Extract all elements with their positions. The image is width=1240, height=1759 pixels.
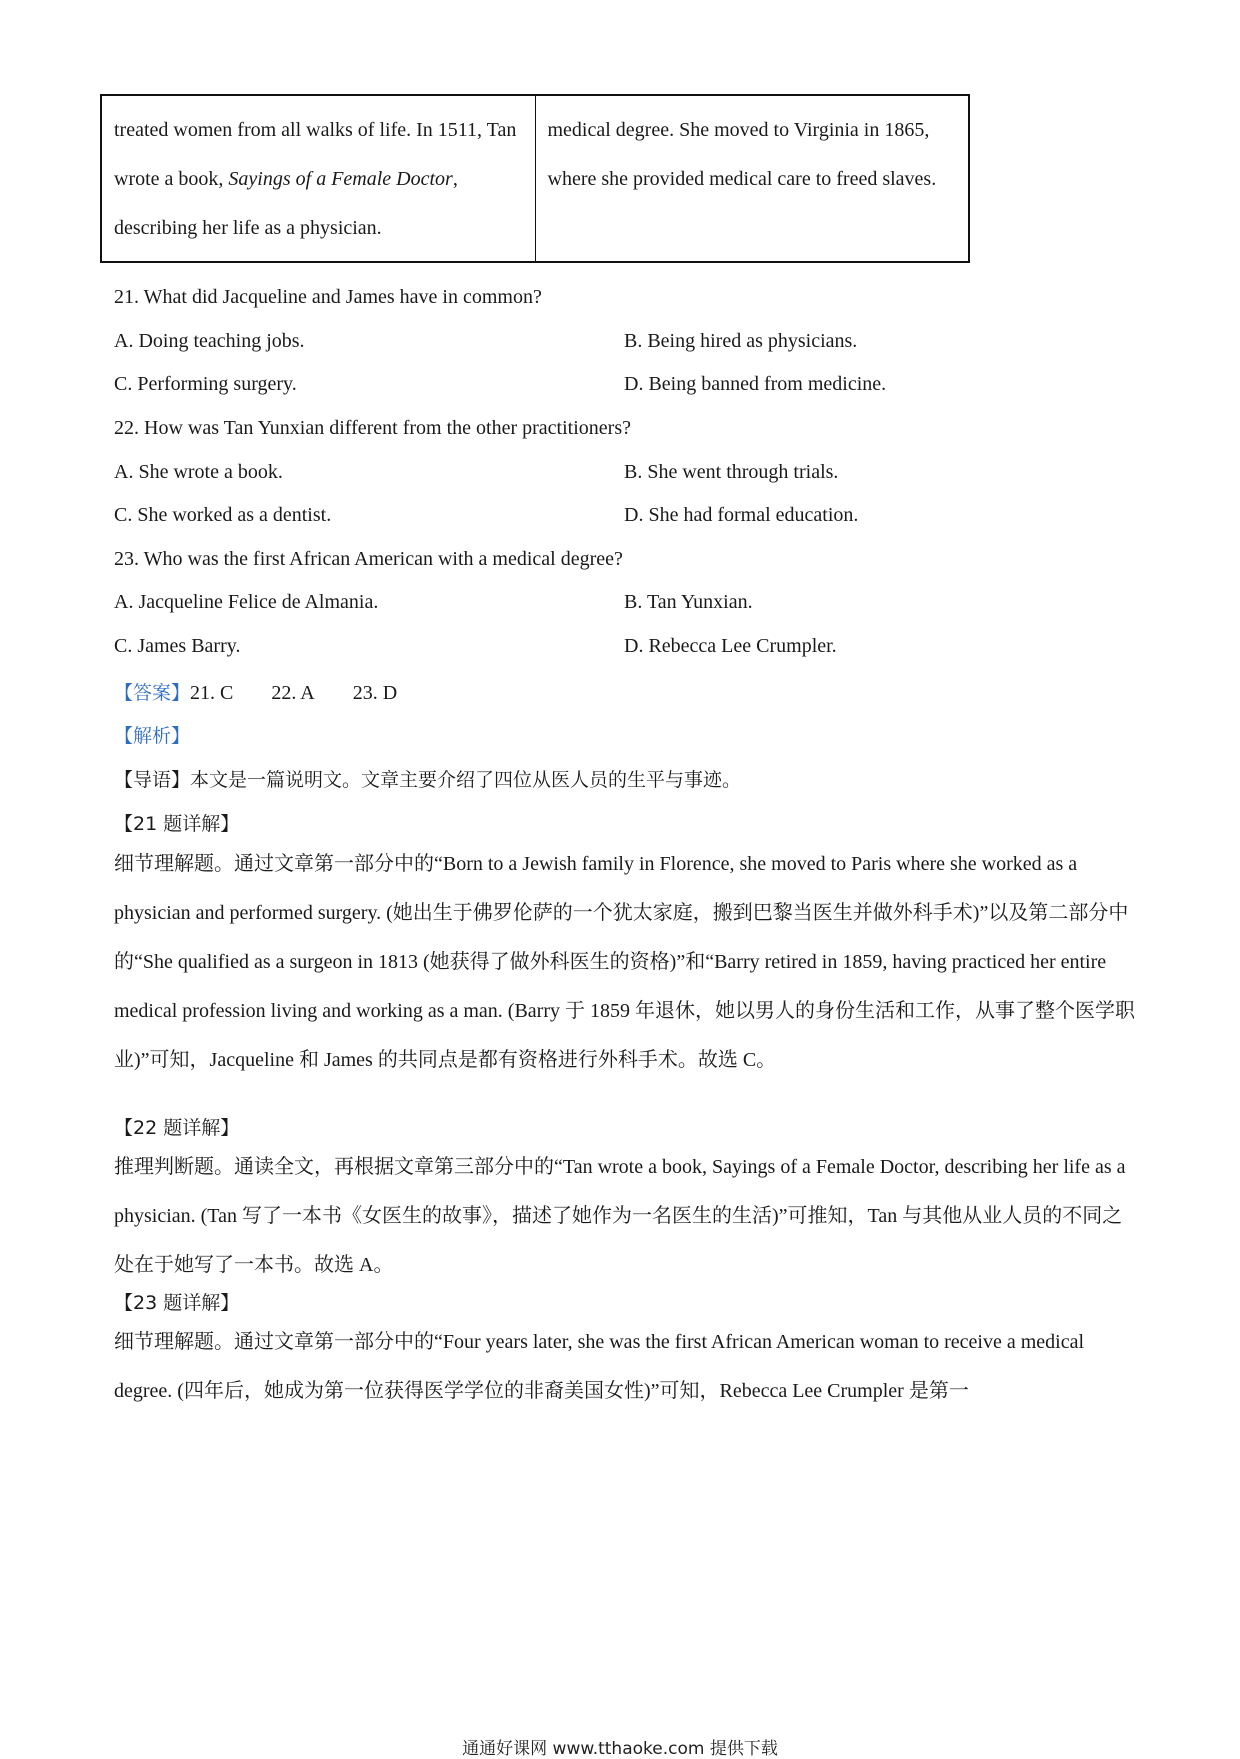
q21-heading: 【21 题详解】 <box>114 813 240 835</box>
passage-cell-left <box>101 95 535 262</box>
answer-22: 22. A <box>271 682 315 704</box>
question-21-option-c: C. Performing surgery. <box>114 373 297 395</box>
answer-23: 23. D <box>352 682 398 704</box>
question-22-option-a: A. She wrote a book. <box>114 461 283 483</box>
q23-explanation: 细节理解题。通过文章第一部分中的“Four years later, she was the first African American woman to receive a medical degree. (四年后，她成为第一位获得医学学位的非裔美国女性)”可知，Rebecca Lee Crumpler 是第一 <box>114 1331 1085 1402</box>
book-title: Sayings of a Female Doctor <box>228 168 453 190</box>
question-22-option-b: B. She went through trials. <box>624 461 839 483</box>
q21-explanation: 细节理解题。通过文章第一部分中的“Born to a Jewish family in Florence, she moved to Paris where she worked as a physician and performed surgery. (她出生于佛罗伦萨的一个犹太家庭，搬到巴黎当医生并做外科手术)”以及第二部分中的“She qualified as a surgeon in 1813 (她获得了做外科医生的资格)”和“Barry retired in 1859, having practiced her entire medical profession living and working as a man. (Barry 于 1859 年退休，她以男人的身份生活和工作，从事了整个医学职业)”可知，Jacqueline 和 James 的共同点是都有资格进行外科手术。故选 C。 <box>114 853 1135 1071</box>
intro-text: 【导语】本文是一篇说明文。文章主要介绍了四位从医人员的生平与事迹。 <box>114 769 742 791</box>
q22-explanation: 推理判断题。通读全文，再根据文章第三部分中的“Tan wrote a book, Sayings of a Female Doctor, describing her life as a physician. (Tan 写了一本书《女医生的故事》，描述了她作为一名医生的生活)”可推知，Tan 与其他从业人员的不同之处在于她写了一本书。故选 A。 <box>114 1156 1126 1276</box>
passage-cell-right <box>535 95 969 262</box>
question-23-option-d: D. Rebecca Lee Crumpler. <box>624 635 837 657</box>
question-22-option-c: C. She worked as a dentist. <box>114 504 332 526</box>
passage-right-text: medical degree. She moved to Virginia in 1865, where she provided medical care to freed slaves. <box>547 119 937 190</box>
answer-21: 21. C <box>190 682 234 704</box>
question-23-option-a: A. Jacqueline Felice de Almania. <box>114 591 379 613</box>
question-21-option-a: A. Doing teaching jobs. <box>114 330 305 352</box>
question-23-stem: 23. Who was the first African American with a medical degree? <box>114 548 623 570</box>
passage-table <box>100 94 970 263</box>
question-21-stem: 21. What did Jacqueline and James have in common? <box>114 286 542 308</box>
analysis-label: 【解析】 <box>114 725 191 747</box>
question-21-option-d: D. Being banned from medicine. <box>624 373 887 395</box>
question-23-option-b: B. Tan Yunxian. <box>624 591 753 613</box>
question-22-stem: 22. How was Tan Yunxian different from the other practitioners? <box>114 417 631 439</box>
passage-left-text: treated women from all walks of life. In 1511, Tan wrote a book, <box>114 119 517 190</box>
page-footer: 通通好课网 www.tthaoke.com 提供下载 <box>462 1739 778 1759</box>
question-21-option-b: B. Being hired as physicians. <box>624 330 858 352</box>
answer-label: 【答案】 <box>114 682 191 704</box>
passage-left-tail: , describing her life as a physician. <box>114 168 458 239</box>
question-22-option-d: D. She had formal education. <box>624 504 859 526</box>
q23-heading: 【23 题详解】 <box>114 1292 240 1314</box>
question-23-option-c: C. James Barry. <box>114 635 241 657</box>
q22-heading: 【22 题详解】 <box>114 1117 240 1139</box>
answer-line <box>114 678 435 705</box>
